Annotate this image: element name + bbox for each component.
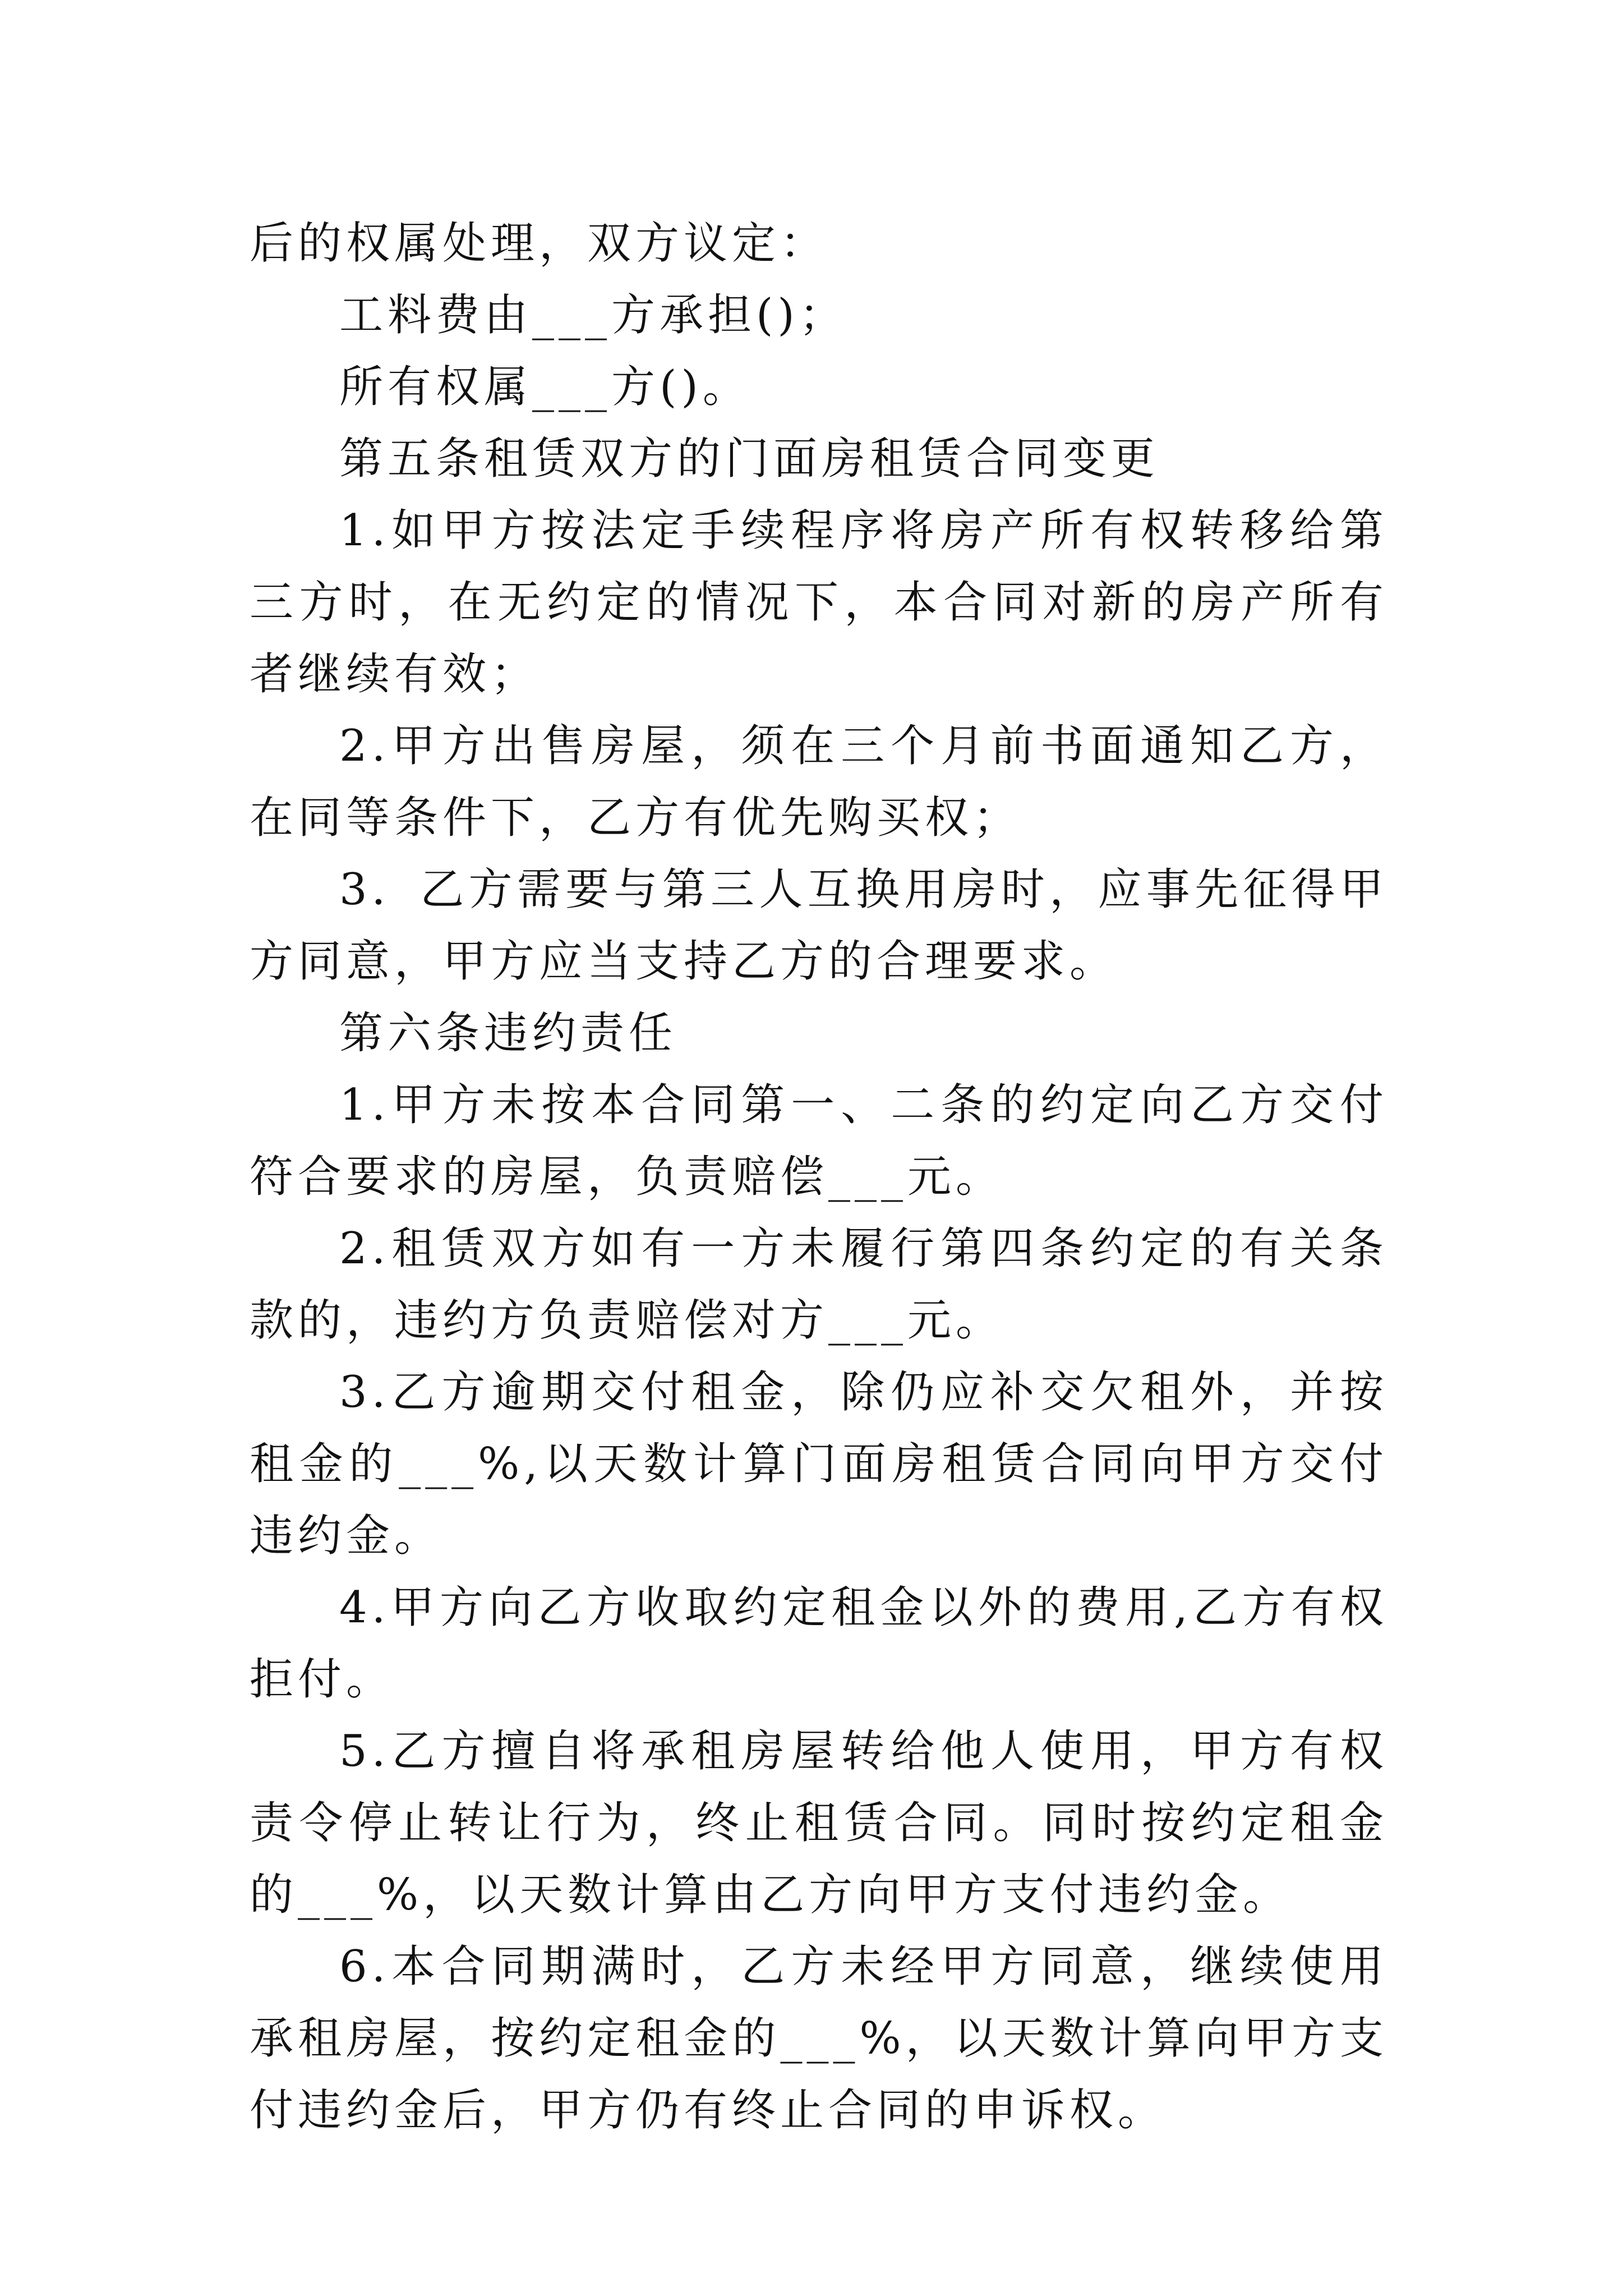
paragraph: 1.甲方未按本合同第一、二条的约定向乙方交付符合要求的房屋，负责赔偿___元。 <box>250 1080 1388 1202</box>
section-heading: 第六条违约责任 <box>339 1008 677 1059</box>
paragraph: 1.如甲方按法定手续程序将房产所有权转移给第三方时，在无约定的情况下，本合同对新的房产所有者继续有效； <box>250 505 1388 700</box>
paragraph: 4.甲方向乙方收取约定租金以外的费用,乙方有权拒付。 <box>250 1582 1388 1705</box>
paragraph: 工料费由___方承担()； <box>339 290 847 341</box>
paragraph: 5.乙方擅自将承租房屋转给他人使用，甲方有权责令停止转让行为，终止租赁合同。同时按约定租金的___%，以天数计算由乙方向甲方支付违约金。 <box>250 1726 1388 1920</box>
paragraph: 2.甲方出售房屋，须在三个月前书面通知乙方，在同等条件下，乙方有优先购买权； <box>250 721 1388 843</box>
paragraph: 所有权属___方()。 <box>339 362 751 412</box>
paragraph: 后的权属处理，双方议定： <box>250 218 829 269</box>
paragraph: 3.乙方逾期交付租金，除仍应补交欠租外，并按租金的___%,以天数计算门面房租赁合同向甲方交付违约金。 <box>250 1367 1388 1561</box>
paragraph: 3．乙方需要与第三人互换用房时，应事先征得甲方同意，甲方应当支持乙方的合理要求。 <box>250 864 1388 987</box>
paragraph: 6.本合同期满时，乙方未经甲方同意，继续使用承租房屋，按约定租金的___%，以天数计算向甲方支付违约金后，甲方仍有终止合同的申诉权。 <box>250 1941 1388 2136</box>
document-body <box>250 208 1388 2146</box>
paragraph: 2.租赁双方如有一方未履行第四条约定的有关条款的，违约方负责赔偿对方___元。 <box>250 1223 1388 1346</box>
section-heading: 第五条租赁双方的门面房租赁合同变更 <box>339 434 1160 484</box>
